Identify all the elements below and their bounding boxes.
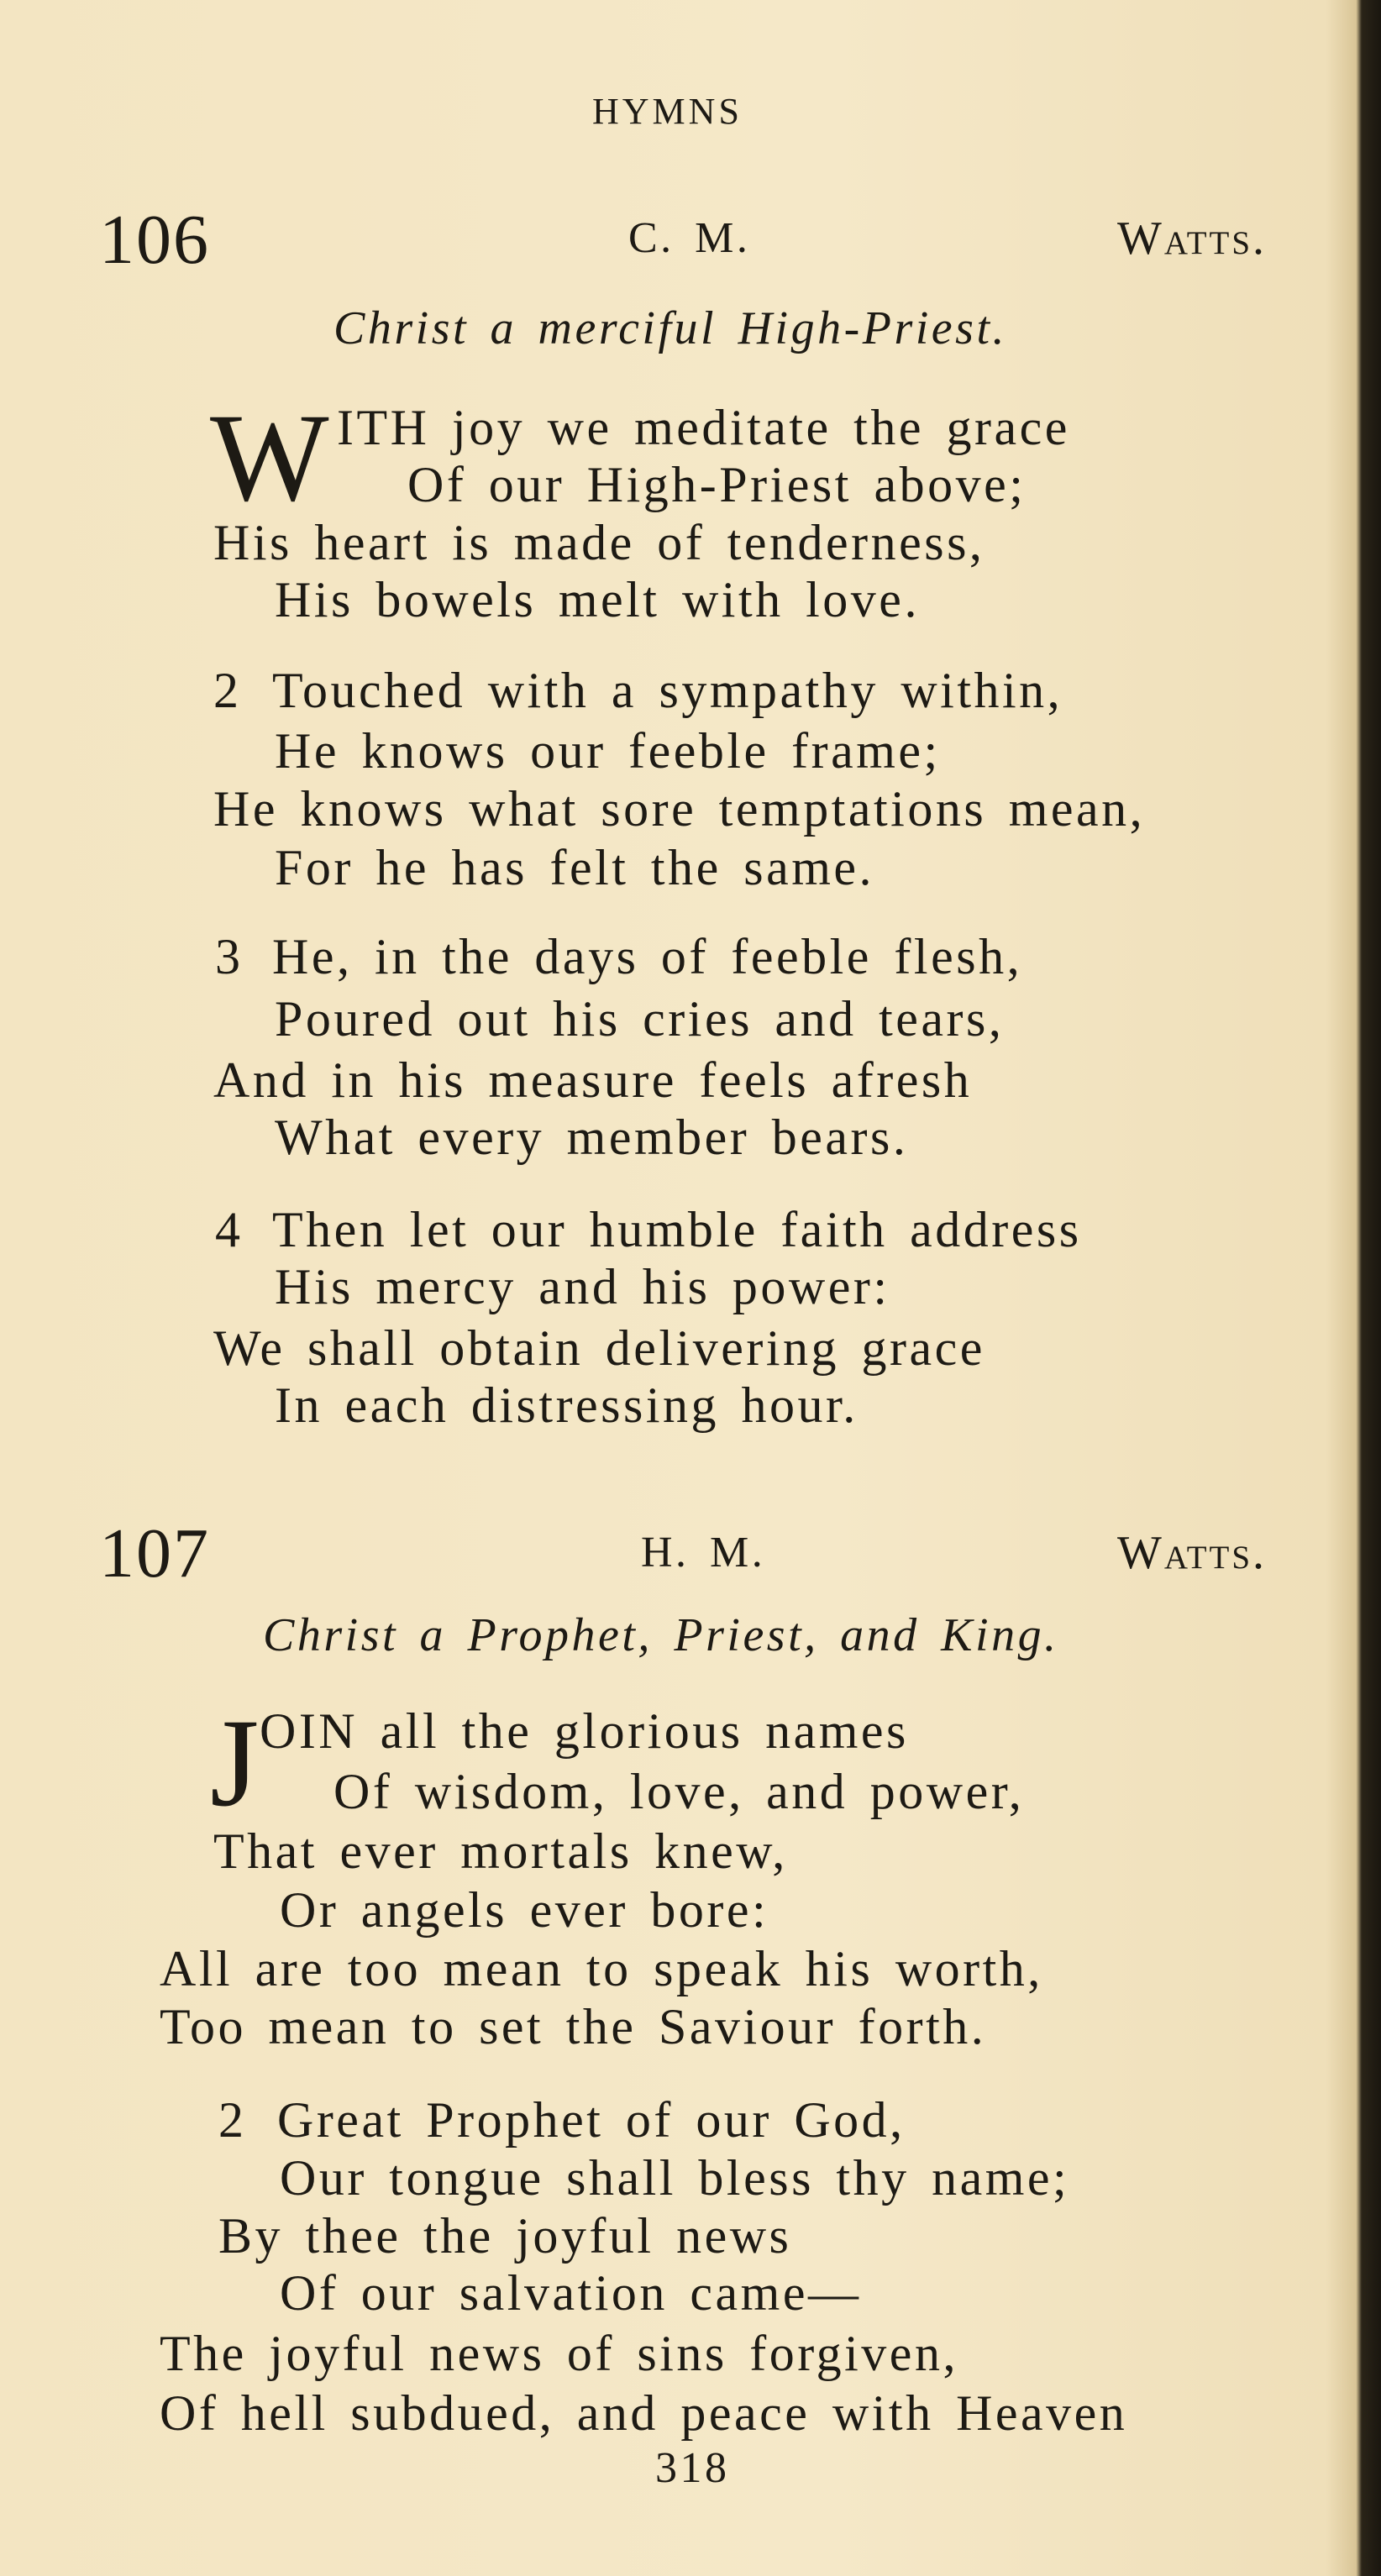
verse-line: We shall obtain delivering grace [213, 1320, 985, 1376]
verse-line: ITH joy we meditate the grace [337, 400, 1070, 455]
verse-line: And in his measure feels afresh [213, 1052, 973, 1108]
verse-line: He knows our feeble frame; [275, 723, 941, 779]
hymn-number: 107 [99, 1514, 210, 1592]
verse-line: His bowels melt with love. [275, 572, 920, 627]
verse-line: By thee the joyful news [218, 2208, 792, 2264]
hymn-title: Christ a Prophet, Priest, and King. [263, 1609, 1059, 1661]
verse-line: Then let our humble faith address [272, 1202, 1082, 1257]
verse-line: His mercy and his power: [275, 1259, 890, 1314]
verse-line: Of our salvation came— [280, 2265, 862, 2321]
verse-line: Of hell subdued, and peace with Heaven [160, 2385, 1128, 2441]
verse-line: Our tongue shall bless thy name; [280, 2150, 1070, 2206]
stanza-number: 3 [215, 929, 244, 984]
hymn-title: Christ a merciful High-Priest. [333, 302, 1008, 354]
hymn-number: 106 [99, 201, 210, 279]
verse-line: For he has felt the same. [275, 840, 874, 895]
stanza-number: 2 [218, 2092, 247, 2148]
verse-line: Too mean to set the Saviour forth. [160, 1999, 987, 2054]
verse-line: He knows what sore temptations mean, [213, 781, 1146, 837]
hymn-author: Watts. [1117, 212, 1268, 265]
verse-line: He, in the days of feeble flesh, [272, 929, 1023, 984]
verse-line: In each distressing hour. [275, 1377, 859, 1433]
hymn-author: Watts. [1117, 1527, 1268, 1579]
stanza-number: 2 [213, 663, 242, 718]
verse-line: That ever mortals knew, [213, 1823, 788, 1879]
hymn-meter: H. M. [641, 1529, 766, 1577]
verse-line: Or angels ever bore: [280, 1882, 769, 1938]
verse-line: Great Prophet of our God, [277, 2092, 906, 2148]
verse-line: Of wisdom, love, and power, [333, 1764, 1025, 1819]
drop-cap: J [210, 1693, 260, 1833]
hymn-meter: C. M. [628, 214, 751, 262]
verse-line: Of our High-Priest above; [407, 457, 1027, 512]
page-number: 318 [655, 2444, 730, 2492]
verse-line: Touched with a sympathy within, [272, 663, 1063, 718]
running-head: HYMNS [592, 91, 743, 132]
stanza-number: 4 [215, 1202, 244, 1257]
verse-line: All are too mean to speak his worth, [160, 1941, 1043, 1996]
drop-cap: W [210, 388, 329, 527]
verse-line: His heart is made of tenderness, [213, 515, 985, 570]
verse-line: The joyful news of sins forgiven, [160, 2326, 958, 2381]
verse-line: OIN all the glorious names [260, 1703, 909, 1759]
verse-line: What every member bears. [275, 1110, 909, 1165]
verse-line: Poured out his cries and tears, [275, 991, 1005, 1047]
